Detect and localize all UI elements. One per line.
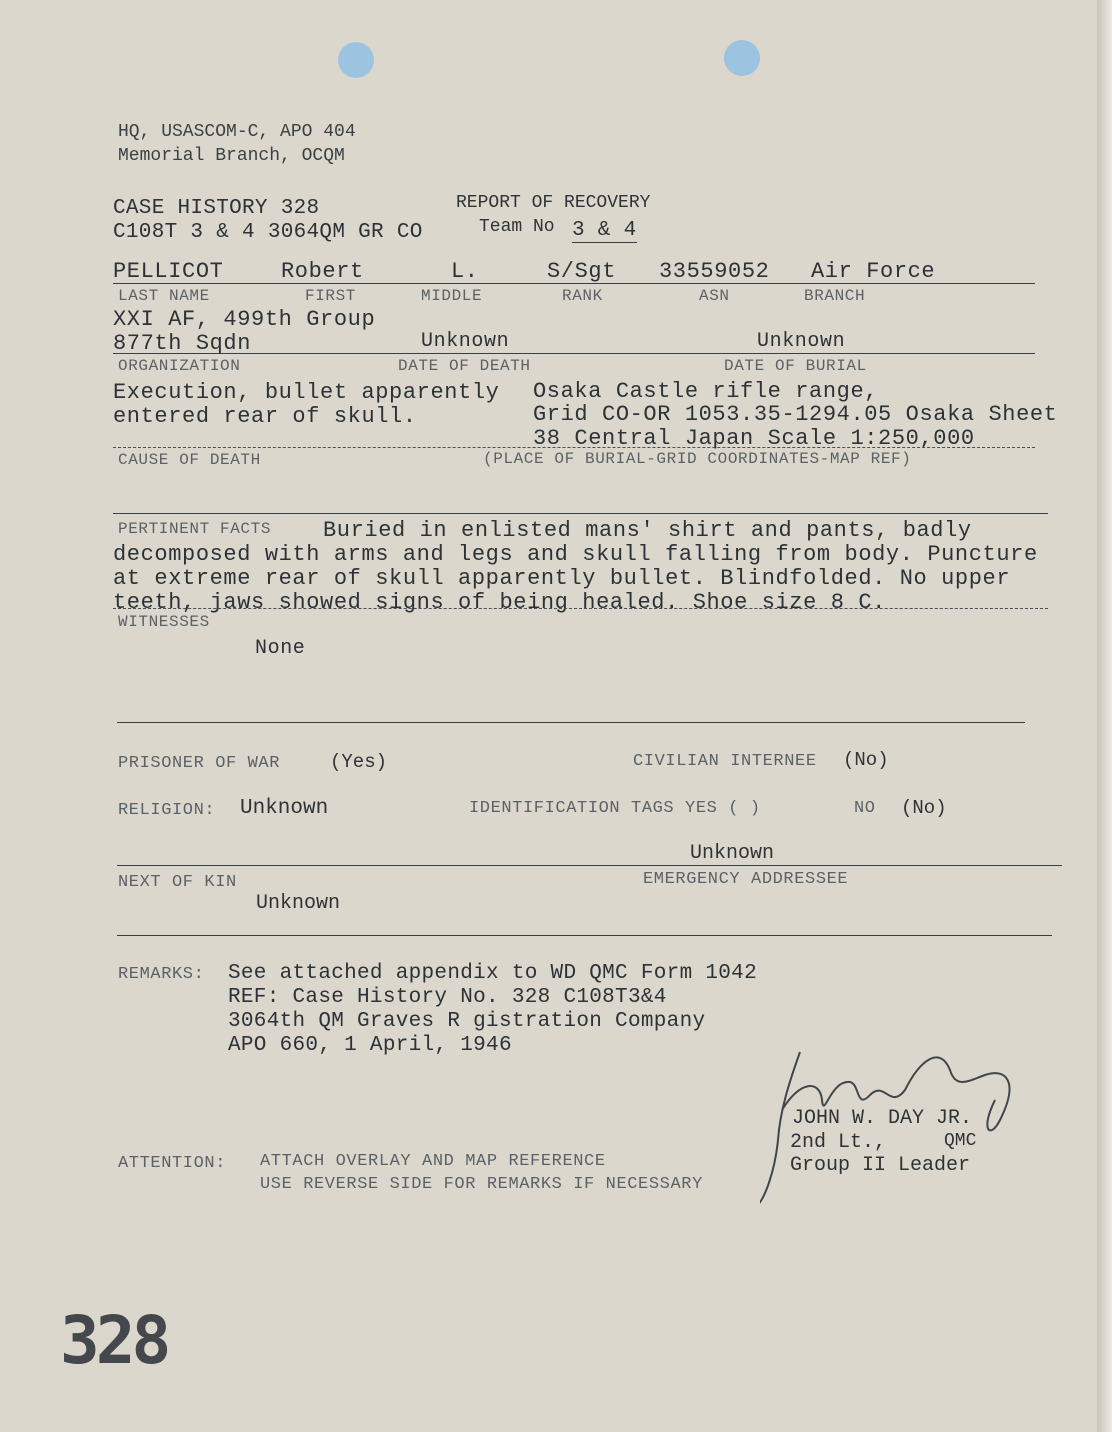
label-civilian-internee: CIVILIAN INTERNEE — [633, 752, 817, 771]
label-witnesses: WITNESSES — [118, 613, 210, 631]
tags-no-value: (No) — [901, 797, 947, 819]
cause-line-2: entered rear of skull. — [113, 404, 417, 429]
label-organization: ORGANIZATION — [118, 357, 241, 375]
label-first: FIRST — [305, 287, 357, 305]
label-date-of-burial: DATE OF BURIAL — [724, 357, 867, 375]
label-rank: RANK — [562, 287, 603, 305]
punch-hole-left — [338, 42, 374, 78]
burial-place-line-1: Osaka Castle rifle range, — [533, 379, 879, 404]
case-title: CASE HISTORY 328 — [113, 197, 320, 220]
signer-name: JOHN W. DAY JR. — [792, 1107, 973, 1130]
label-branch: BRANCH — [804, 287, 866, 305]
first-name: Robert — [281, 259, 364, 284]
label-asn: ASN — [699, 287, 730, 305]
organization-line-2: 877th Sqdn — [113, 331, 252, 356]
religion-value: Unknown — [240, 797, 329, 820]
page-number-stamp: 328 — [60, 1302, 168, 1379]
label-attention: ATTENTION: — [118, 1154, 227, 1173]
label-next-of-kin: NEXT OF KIN — [118, 873, 237, 892]
facts-line-1: Buried in enlisted mans' shirt and pants, badly — [323, 518, 972, 543]
civilian-internee-value: (No) — [843, 749, 889, 771]
label-last-name: LAST NAME — [118, 287, 210, 305]
signer-rank: 2nd Lt., — [790, 1131, 887, 1154]
header-line-2: Memorial Branch, OCQM — [118, 146, 345, 166]
facts-top-line — [113, 513, 1048, 514]
kin-bottom-line — [117, 935, 1052, 936]
label-prisoner-of-war: PRISONER OF WAR — [118, 754, 281, 773]
asn: 33559052 — [659, 259, 770, 284]
attention-line-1: ATTACH OVERLAY AND MAP REFERENCE — [260, 1152, 606, 1171]
burial-place-line-2: Grid CO-OR 1053.35-1294.05 Osaka Sheet — [533, 402, 1058, 427]
facts-line-4: teeth, jaws showed signs of being healed. Shoe size 8 C. — [113, 590, 886, 615]
organization-row-line — [113, 353, 1035, 354]
team-label: Team No — [479, 217, 555, 237]
signer-corps: QMC — [944, 1131, 977, 1151]
remarks-line-4: APO 660, 1 April, 1946 — [228, 1034, 512, 1057]
page-edge — [1097, 0, 1112, 1432]
next-of-kin-value: Unknown — [256, 892, 341, 915]
next-of-kin-line — [117, 865, 1062, 866]
organization-line-1: XXI AF, 499th Group — [113, 307, 376, 332]
remarks-line-2: REF: Case History No. 328 C108T3&4 — [228, 986, 667, 1009]
label-pertinent-facts: PERTINENT FACTS — [118, 520, 272, 538]
cause-line-1: Execution, bullet apparently — [113, 380, 500, 405]
name-row-line — [113, 283, 1035, 284]
last-name: PELLICOT — [113, 259, 224, 284]
signer-role: Group II Leader — [790, 1154, 971, 1177]
facts-line-3: at extreme rear of skull apparently bullet. Blindfolded. No upper — [113, 566, 1011, 591]
remarks-line-1: See attached appendix to WD QMC Form 1042 — [228, 962, 757, 985]
label-middle: MIDDLE — [421, 287, 483, 305]
remarks-line-3: 3064th QM Graves R gistration Company — [228, 1010, 706, 1033]
punch-hole-right — [724, 40, 760, 76]
case-code: C108T 3 & 4 3064QM GR CO — [113, 221, 423, 244]
branch: Air Force — [811, 259, 936, 284]
witnesses-line — [117, 722, 1025, 723]
middle-initial: L. — [451, 259, 479, 284]
label-cause-of-death: CAUSE OF DEATH — [118, 451, 261, 469]
facts-bottom-line — [113, 608, 1048, 609]
report-title: REPORT OF RECOVERY — [456, 193, 651, 213]
cause-row-line — [113, 447, 1035, 448]
label-date-of-death: DATE OF DEATH — [398, 357, 531, 375]
date-of-burial: Unknown — [757, 330, 846, 353]
header-line-1: HQ, USASCOM-C, APO 404 — [118, 122, 356, 142]
label-identification-tags: IDENTIFICATION TAGS YES ( ) — [469, 799, 761, 818]
burial-place-line-3: 38 Central Japan Scale 1:250,000 — [533, 426, 975, 451]
date-of-death: Unknown — [421, 330, 510, 353]
rank: S/Sgt — [547, 259, 617, 284]
label-tags-no: NO — [854, 799, 876, 818]
label-remarks: REMARKS: — [118, 965, 205, 984]
label-emergency-addressee: EMERGENCY ADDRESSEE — [643, 870, 849, 889]
facts-line-2: decomposed with arms and legs and skull falling from body. Puncture — [113, 542, 1038, 567]
witnesses-value: None — [255, 637, 306, 660]
attention-line-2: USE REVERSE SIDE FOR REMARKS IF NECESSARY — [260, 1175, 703, 1194]
prisoner-of-war-value: (Yes) — [330, 751, 388, 773]
team-value: 3 & 4 — [572, 219, 637, 242]
emergency-addressee-value: Unknown — [690, 842, 775, 865]
label-place-of-burial: (PLACE OF BURIAL-GRID COORDINATES-MAP REF) — [483, 450, 912, 468]
label-religion: RELIGION: — [118, 801, 216, 820]
